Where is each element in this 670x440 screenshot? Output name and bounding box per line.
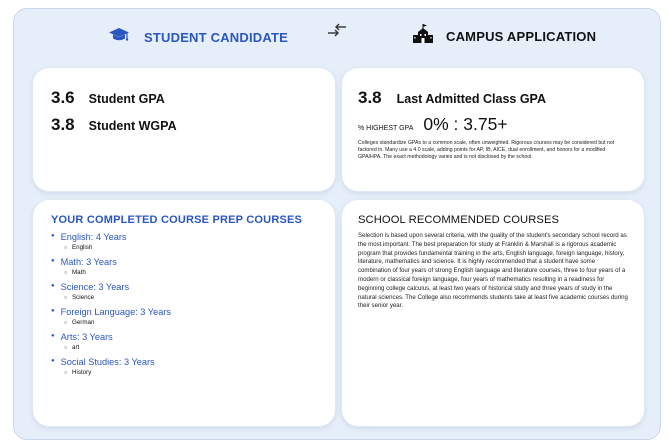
- course-detail: ○ History: [64, 369, 317, 376]
- swap-arrows-icon[interactable]: [327, 22, 347, 43]
- recommended-courses-card: [342, 200, 644, 426]
- course-name: ● Social Studies: 3 Years: [51, 357, 317, 367]
- campus-application-header: [412, 24, 596, 49]
- completed-courses-title: YOUR COMPLETED COURSE PREP COURSES: [51, 214, 303, 226]
- student-wgpa-value: 3.8: [51, 115, 75, 134]
- course-name: ● Math: 3 Years: [51, 257, 317, 267]
- student-candidate-header: [108, 27, 288, 48]
- course-item-arts: [51, 332, 317, 351]
- course-item-math: [51, 257, 317, 276]
- course-detail: ○ German: [64, 319, 317, 326]
- course-detail: ○ art: [64, 344, 317, 351]
- student-gpa-value: 3.6: [51, 88, 75, 107]
- admitted-gpa-value: 3.8: [358, 88, 382, 107]
- course-list: [51, 232, 317, 376]
- student-wgpa-label: Student WGPA: [88, 119, 177, 133]
- course-name: ● Arts: 3 Years: [51, 332, 317, 342]
- student-gpa-card: [33, 68, 335, 191]
- course-detail: ○ English: [64, 244, 317, 251]
- graduation-cap-icon: [108, 27, 130, 48]
- completed-courses-card: [33, 200, 335, 426]
- student-candidate-title: STUDENT CANDIDATE: [144, 30, 288, 45]
- course-detail: ○ Science: [64, 294, 317, 301]
- recommended-courses-text: Selection is based upon several criteria, with the quality of the student's secondary school record as the most important. The best preparation for study at Franklin & Marshall is a rigorous academic program that provides fundamental training in the arts, English language, foreign language, history, literature, mathematics and science. It is highly recommended that a student have some combination of four years of strong English language and literature courses, three to four years of a modern or classical foreign language, four years of mathematics resulting in a readiness for beginning college calculus, at least two years of historical study and three years of study in the natural sciences. The College also recommends students take at least five academic courses during their senior year.: [358, 232, 628, 310]
- student-gpa-label: Student GPA: [88, 92, 165, 106]
- course-item-social-studies: [51, 357, 317, 376]
- campus-gpa-card: [342, 68, 644, 191]
- course-name: ● Foreign Language: 3 Years: [51, 307, 317, 317]
- highest-gpa-value: 0% : 3.75+: [423, 114, 508, 134]
- course-item-science: [51, 282, 317, 301]
- highest-gpa-row: [358, 114, 628, 135]
- student-gpa-row: [51, 88, 317, 108]
- admitted-gpa-row: [358, 88, 628, 108]
- student-wgpa-row: [51, 115, 317, 135]
- course-item-foreign-language: [51, 307, 317, 326]
- header: [0, 0, 670, 58]
- gpa-methodology-note: Colleges standardize GPAs to a common scale, often unweighted. Rigorous courses may be considered but not factored in. Many use a 4.0 scale, adding points for AP, IB, AICE, dual enrollment, and honors for a modified GPA/HPA. The exact methodology varies and is not disclosed by the school.: [358, 140, 615, 160]
- highest-gpa-label: % HIGHEST GPA: [358, 125, 414, 132]
- course-name: ● English: 4 Years: [51, 232, 317, 242]
- campus-application-title: CAMPUS APPLICATION: [446, 29, 597, 44]
- school-building-icon: [412, 24, 434, 49]
- course-item-english: [51, 232, 317, 251]
- course-detail: ○ Math: [64, 269, 317, 276]
- course-name: ● Science: 3 Years: [51, 282, 317, 292]
- recommended-courses-title: SCHOOL RECOMMENDED COURSES: [358, 214, 560, 226]
- admitted-gpa-label: Last Admitted Class GPA: [396, 92, 546, 106]
